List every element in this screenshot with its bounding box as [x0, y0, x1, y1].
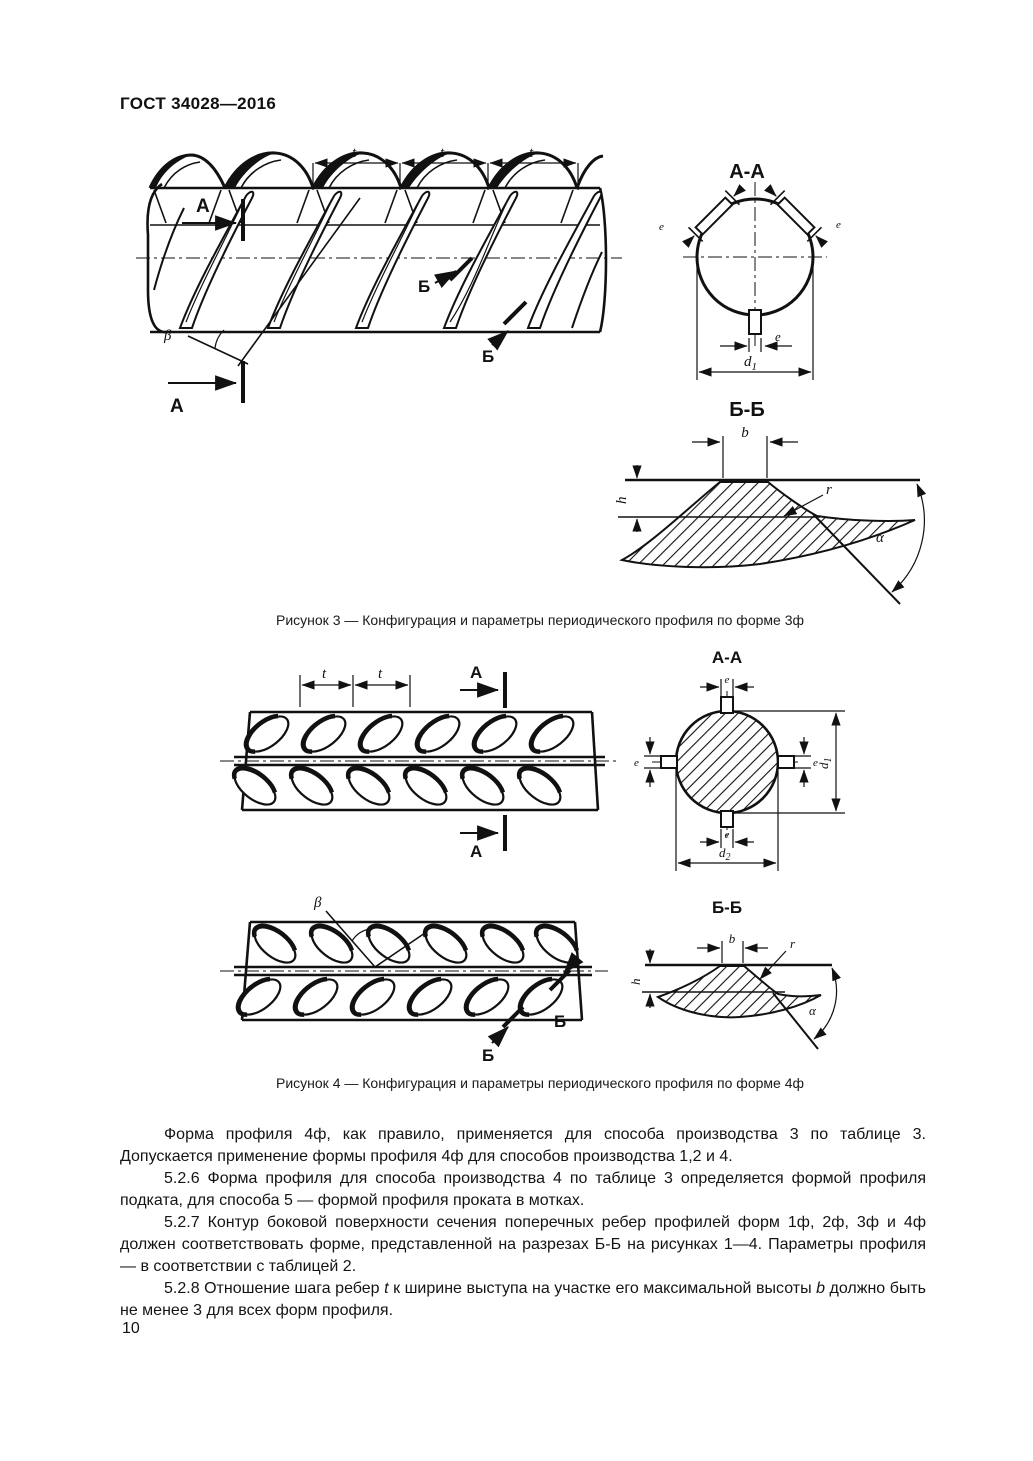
label-b: b: [728, 931, 736, 946]
label-section-b: Б: [418, 277, 431, 296]
label-section-aa: А-А: [711, 648, 743, 667]
label-t: t: [322, 666, 327, 682]
label-alpha: α: [809, 1003, 816, 1018]
label-r: r: [826, 482, 832, 498]
fig4-e-bottom: [700, 829, 754, 848]
label-beta: β: [164, 328, 172, 344]
figure4-caption: Рисунок 4 — Конфигурация и параметры периодического профиля по форме 4ф: [276, 1075, 804, 1091]
page-number: 10: [122, 1320, 140, 1337]
fig4-rib-top: [721, 697, 733, 713]
fig4-section-bb-profile: [628, 931, 837, 1049]
fig3-left-rib: [679, 181, 750, 252]
paragraph: 5.2.8 Отношение шага ребер t к ширине выступа на участке его максимальной высоты b должно быть не менее 3 для всех форм профиля.: [120, 1280, 927, 1319]
label-e: е: [724, 829, 730, 841]
label-d1: $d_1$: [816, 757, 834, 769]
label-section-b: Б: [482, 347, 495, 366]
label-t: t: [440, 145, 445, 161]
paragraph: Форма профиля 4ф, как правило, применяется для способа производства 3 по таблице 3. Допускается применение формы профиля 4ф для способов производства 1,2 и 4.: [120, 1126, 926, 1165]
fig4-section-aa: [634, 648, 845, 917]
figure4-drawing: [220, 645, 960, 1073]
label-e: е: [659, 221, 664, 233]
fig4-rib-left: [661, 756, 677, 768]
fig4-b-dimension: [697, 931, 768, 963]
figure3-drawing: [120, 140, 970, 610]
label-section-a: А: [470, 663, 483, 682]
fig4-h-dimension: [628, 949, 650, 1008]
label-e: е: [724, 674, 730, 686]
label-e: е: [634, 757, 639, 769]
label-b: b: [741, 425, 749, 441]
fig4-bottom-view: [220, 895, 608, 1065]
fig4-t-dimension: [300, 666, 410, 707]
label-t: t: [529, 145, 534, 161]
fig4-top-ribs: [228, 709, 580, 811]
fig3-body-ribs: [154, 192, 602, 328]
paragraph: 5.2.6 Форма профиля для способа производства 4 по таблице 3 определяется формой профиля подката, для способа 5 — формой профиля проката в мотках.: [120, 1170, 926, 1209]
fig3-b-dimension: [692, 425, 798, 478]
label-d2: $d_2$: [719, 845, 731, 863]
label-section-b: Б: [482, 1046, 495, 1065]
label-alpha: α: [876, 530, 884, 546]
fig4-rib-right: [778, 756, 794, 768]
label-e: е: [775, 329, 781, 344]
fig4-r-dimension: [760, 936, 796, 979]
label-section-a: А: [170, 396, 184, 417]
fig3-h-dimension: [614, 465, 637, 532]
label-t: t: [378, 666, 383, 682]
body-text: [120, 1124, 926, 1322]
page-header: ГОСТ 34028—2016: [120, 94, 277, 113]
label-section-bb: Б-Б: [729, 399, 765, 421]
fig3-side-view: [136, 145, 622, 417]
paragraph: 5.2.7 Контур боковой поверхности сечения поперечных ребер профилей форм 1ф, 2ф, 3ф и 4ф должен соответствовать форме, представленной на разрезах Б-Б на рисунках 1—4. Параметры профиля — в соответствии с таблицей 2.: [120, 1214, 926, 1275]
fig4-top-view: [220, 663, 620, 861]
figure3-caption: Рисунок 3 — Конфигурация и параметры периодического профиля по форме 3ф: [276, 612, 804, 628]
label-h: h: [614, 496, 630, 504]
label-d1: $d_1$: [744, 354, 757, 373]
fig3-bottom-rib: [749, 310, 761, 334]
label-section-bb: Б-Б: [711, 898, 743, 917]
label-section-aa: А-А: [729, 161, 765, 183]
label-section-a: А: [196, 196, 210, 217]
label-section-a: А: [470, 842, 483, 861]
label-e: е: [813, 757, 818, 769]
label-h: h: [628, 978, 643, 985]
fig3-section-aa: [659, 161, 841, 421]
label-r: r: [790, 936, 796, 951]
fig3-section-bb-profile: [614, 425, 924, 604]
fig3-right-rib: [761, 181, 832, 252]
label-section-b: Б: [554, 1012, 567, 1031]
label-beta: β: [314, 895, 322, 911]
fig4-section-a-markers: [460, 663, 505, 861]
fig4-rib-bottom: [721, 811, 733, 827]
label-e: е: [836, 219, 841, 231]
label-t: t: [352, 145, 357, 161]
